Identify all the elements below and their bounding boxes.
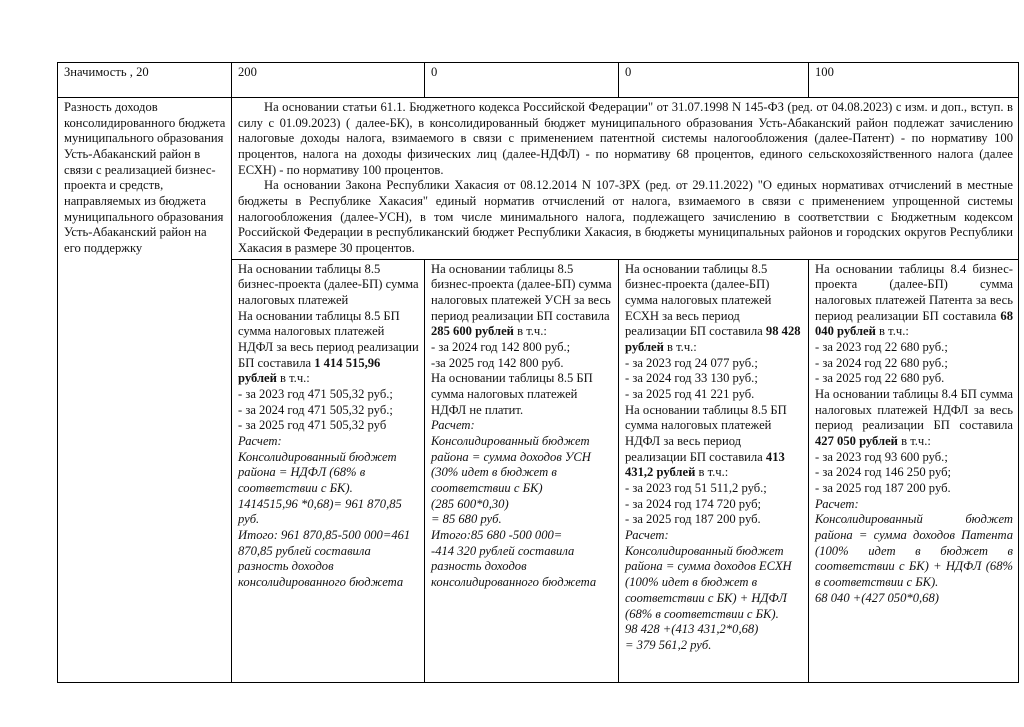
calc-cell-ndfl — [232, 259, 425, 682]
patent-column-line-3: - за 2025 год 22 680 руб. — [815, 371, 945, 386]
patent-column-line-4: На основании таблицы 8.4 БП сумма налоговых платежей НДФЛ за весь период реализации БП составила 427 050 рублей в т.ч.: — [815, 387, 1013, 449]
ndfl-column-amount-1: 1 414 515,96 рублей — [238, 355, 381, 386]
eshn-column-line-6: - за 2024 год 174 720 руб; — [625, 496, 761, 511]
patent-column-line-6: - за 2024 год 146 250 руб; — [815, 465, 951, 480]
header-cell-value-3: 0 — [619, 63, 809, 98]
usn-column-line-0: На основании таблицы 8.5 бизнес-проекта (далее-БП) сумма налоговых платежей УСН за весь период реализации БП составила 285 600 рублей в т.ч.: — [431, 261, 612, 339]
usn-column-line-1: - за 2024 год 142 800 руб.; — [431, 340, 571, 355]
eshn-column-amount-4: 413 431,2 рублей — [625, 449, 785, 480]
patent-column-line-8: Расчет: — [815, 496, 859, 511]
eshn-column-line-5: - за 2023 год 51 511,2 руб.; — [625, 481, 767, 496]
row-description-cell: Разность доходов консолидированного бюджета муниципального образования Усть-Абаканский район в связи с реализацией бизнес-проекта и средств, направляемых из бюджета муниципального образования Усть-Абаканский район на его поддержку — [58, 98, 232, 683]
ndfl-column-line-3: - за 2024 год 471 505,32 руб.; — [238, 402, 393, 417]
ndfl-column-line-1: На основании таблицы 8.5 БП сумма налоговых платежей НДФЛ за весь период реализации БП составила 1 414 515,96 рублей в т.ч.: — [238, 308, 419, 386]
eshn-column-line-9: Консолидированный бюджет района = сумма доходов ЕСХН (100% идет в бюджет в соответствии с БК) + НДФЛ (68% в соответствии с БК). — [625, 543, 792, 621]
eshn-column-amount-0: 98 428 рублей — [625, 324, 801, 355]
ndfl-column-line-4: - за 2025 год 471 505,32 руб — [238, 418, 387, 433]
legal-paragraph-2: На основании Закона Республики Хакасия от 08.12.2014 N 107-ЗРХ (ред. от 29.11.2022) "О единых нормативах отчислений в местные бюджеты в Республике Хакасия" единый норматив отчислений от налога, взимаемого в связи с применением упрощенной системы налогообложения (далее-УСН), в том числе минимального налога, подлежащего зачислению в соответствии с Бюджетным кодексом Российской Федерации в республиканский бюджет Республики Хакасия, в бюджеты муниципальных районов и городских округов Республики Хакасия в размере 30 процентов. — [238, 178, 1013, 256]
eshn-column-line-1: - за 2023 год 24 077 руб.; — [625, 355, 758, 370]
usn-column-line-4: Расчет: — [431, 418, 475, 433]
eshn-column-line-3: - за 2025 год 41 221 руб. — [625, 387, 755, 402]
usn-column-line-5: Консолидированный бюджет района = сумма доходов УСН (30% идет в бюджет в соответствии с БК) — [431, 434, 591, 496]
ndfl-column-line-5: Расчет: — [238, 434, 282, 449]
patent-column-amount-0: 68 040 рублей — [815, 308, 1013, 339]
legal-basis-cell — [232, 98, 1019, 260]
eshn-column-line-10: 98 428 +(413 431,2*0,68) — [625, 622, 759, 637]
calc-cell-usn — [425, 259, 619, 682]
legal-paragraph-1: На основании статьи 61.1. Бюджетного кодекса Российской Федерации" от 31.07.1998 N 145-ФЗ (ред. от 04.08.2023) с изм. и доп., вступ. в силу с 01.09.2023) ( далее-БК), в консолидированный бюджет муниципального образования Усть-Абаканский район подлежат зачислению налоговые доходы налога, взимаемого в связи с применением патентной системы налогообложения (далее-Патент) - по нормативу 100 процентов, налога на доходы физических лиц (далее-НДФЛ) - по нормативу 68 процентов, единого сельскохозяйственного налога (далее ЕСХН) - по нормативу 100 процентов. — [238, 100, 1013, 177]
eshn-column-line-7: - за 2025 год 187 200 руб. — [625, 512, 761, 527]
usn-column-line-6: (285 600*0,30) — [431, 496, 509, 511]
calc-cell-patent — [809, 259, 1019, 682]
budget-difference-table — [57, 62, 1019, 683]
ndfl-column-line-0: На основании таблицы 8.5 бизнес-проекта (далее-БП) сумма налоговых платежей — [238, 261, 419, 308]
eshn-column-line-4: На основании таблицы 8.5 БП сумма налоговых платежей НДФЛ за весь период реализации БП составила 413 431,2 рублей в т.ч.: — [625, 402, 787, 480]
eshn-column-line-2: - за 2024 год 33 130 руб.; — [625, 371, 758, 386]
ndfl-column-line-2: - за 2023 год 471 505,32 руб.; — [238, 387, 393, 402]
patent-column-line-9: Консолидированный бюджет района = сумма доходов Патента (100% идет в бюджет в соответствии с БК) + НДФЛ (68% в соответствии с БК). — [815, 512, 1013, 590]
calc-cell-eshn — [619, 259, 809, 682]
header-cell-label: Значимость , 20 — [58, 63, 232, 98]
patent-column-line-5: - за 2023 год 93 600 руб.; — [815, 449, 948, 464]
patent-column-line-2: - за 2024 год 22 680 руб.; — [815, 355, 948, 370]
patent-column-line-0: На основании таблицы 8.4 бизнес-проекта (далее-БП) сумма налоговых платежей Патента за весь период реализации БП составила 68 040 рублей в т.ч.: — [815, 261, 1013, 339]
ndfl-column-line-8: Итого: 961 870,85-500 000=461 870,85 рублей составила разность доходов консолидированного бюджета — [238, 528, 411, 590]
usn-column-line-2: -за 2025 год 142 800 руб. — [431, 355, 564, 370]
table-header-row — [58, 63, 1019, 98]
eshn-column-line-11: = 379 561,2 руб. — [625, 637, 712, 652]
eshn-column-line-8: Расчет: — [625, 528, 669, 543]
usn-column-amount-0: 285 600 рублей — [431, 324, 514, 339]
ndfl-column-line-7: 1414515,96 *0,68)= 961 870,85 руб. — [238, 496, 402, 527]
patent-column-line-10: 68 040 +(427 050*0,68) — [815, 590, 939, 605]
header-cell-value-4: 100 — [809, 63, 1019, 98]
ndfl-column-line-6: Консолидированный бюджет района = НДФЛ (68% в соответствии с БК). — [238, 449, 397, 496]
usn-column-line-8: Итого:85 680 -500 000= — [431, 528, 563, 543]
usn-column-line-9: -414 320 рублей составила разность доходов консолидированного бюджета — [431, 543, 597, 590]
header-cell-value-2: 0 — [425, 63, 619, 98]
patent-column-amount-4: 427 050 рублей — [815, 434, 898, 449]
usn-column-line-3: На основании таблицы 8.5 БП сумма налоговых платежей НДФЛ не платит. — [431, 371, 593, 417]
header-cell-value-1: 200 — [232, 63, 425, 98]
patent-column-line-7: - за 2025 год 187 200 руб. — [815, 481, 951, 496]
patent-column-line-1: - за 2023 год 22 680 руб.; — [815, 340, 948, 355]
table-row-legal-basis — [58, 98, 1019, 260]
usn-column-line-7: = 85 680 руб. — [431, 512, 502, 527]
eshn-column-line-0: На основании таблицы 8.5 бизнес-проекта (далее-БП) сумма налоговых платежей ЕСХН за весь период реализации БП составила 98 428 рублей в т.ч.: — [625, 261, 801, 355]
